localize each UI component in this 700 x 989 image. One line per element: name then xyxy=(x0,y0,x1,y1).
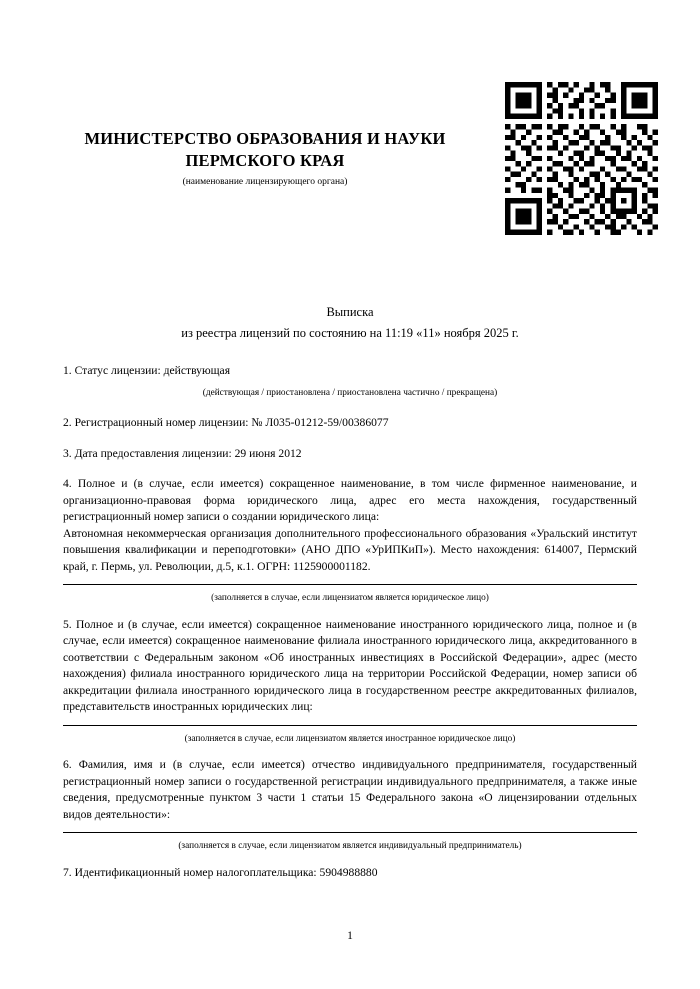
item-4-divider xyxy=(63,584,637,585)
item-1-text: 1. Статус лицензии: действующая xyxy=(63,364,231,377)
ministry-name-line1: МИНИСТЕРСТВО ОБРАЗОВАНИЯ И НАУКИ xyxy=(84,129,446,148)
page-number: 1 xyxy=(347,930,353,942)
item-5-divider xyxy=(63,725,637,726)
item-3-issue-date xyxy=(63,446,637,463)
ministry-name-line2: ПЕРМСКОГО КРАЯ xyxy=(185,151,345,170)
document-title-line2: из реестра лицензий по состоянию на 11:19 «11» ноября 2025 г. xyxy=(181,326,519,340)
item-7-text: 7. Идентификационный номер налогоплательщика: 5904988880 xyxy=(63,865,378,879)
qr-code xyxy=(505,82,658,235)
item-4-value: Автономная некоммерческая организация дополнительного профессионального образования «Уральский институт повышения квалификации и переподготовки» (АНО ДПО «УрИПКиП»). Место нахождения: 614007, Пермский край, г. Пермь, ул. Революции, д.5, к.1. ОГРН: 1125900001182. xyxy=(63,526,637,573)
item-4-text: 4. Полное и (в случае, если имеется) сокращенное наименование, в том числе фирменное наименование, и организационно-правовая форма юридического лица, адрес его места нахождения, государственный регистрационный номер записи о создании юридического лица: xyxy=(63,477,637,523)
item-6-note: (заполняется в случае, если лицензиатом является индивидуальный предприниматель) xyxy=(178,841,522,851)
item-5-foreign-legal-entity xyxy=(63,617,637,748)
item-2-text: 2. Регистрационный номер лицензии: № Л035-01212-59/00386077 xyxy=(63,416,389,429)
item-5-text: 5. Полное и (в случае, если имеется) сокращенное наименование иностранного юридического лица, полное и (в случае, если имеется) сокращенное наименование филиала иностранного юридического лица, аккредитованного в соответствии с Федеральным законом «Об иностранных инвестициях в Российской Федерации», адрес (место нахождения) филиала иностранного юридического лица на территории Российской Федерации, номер записи об аккредитации филиала иностранного юридического лица в государственном реестре аккредитованных филиалов, представительств иностранных юридических лиц: xyxy=(63,617,637,713)
item-4-legal-entity xyxy=(63,476,637,607)
item-1-license-status xyxy=(63,363,637,401)
item-7-taxpayer-number xyxy=(63,865,637,882)
item-6-individual-entrepreneur xyxy=(63,757,637,855)
item-3-text: 3. Дата предоставления лицензии: 29 июня 2012 xyxy=(63,446,302,460)
document-title-line1: Выписка xyxy=(326,305,374,319)
document-body xyxy=(63,363,637,881)
ministry-header xyxy=(40,128,490,187)
item-1-note: (действующая / приостановлена / приостановлена частично / прекращена) xyxy=(202,387,498,398)
item-6-text: 6. Фамилия, имя и (в случае, если имеется) отчество индивидуального предпринимателя, государственный регистрационный номер записи о государственной регистрации индивидуального предпринимателя, а также иные сведения, предусмотренные пунктом 3 части 1 статьи 15 Федерального закона «О лицензировании отдельных видов деятельности»: xyxy=(63,758,637,821)
document-title xyxy=(63,302,637,344)
item-4-note: (заполняется в случае, если лицензиатом является юридическое лицо) xyxy=(211,593,489,603)
item-2-registration-number xyxy=(63,415,637,432)
ministry-name-caption: (наименование лицензирующего органа) xyxy=(182,177,348,187)
item-5-note: (заполняется в случае, если лицензиатом является иностранное юридическое лицо) xyxy=(184,733,516,744)
item-6-divider xyxy=(63,832,637,833)
